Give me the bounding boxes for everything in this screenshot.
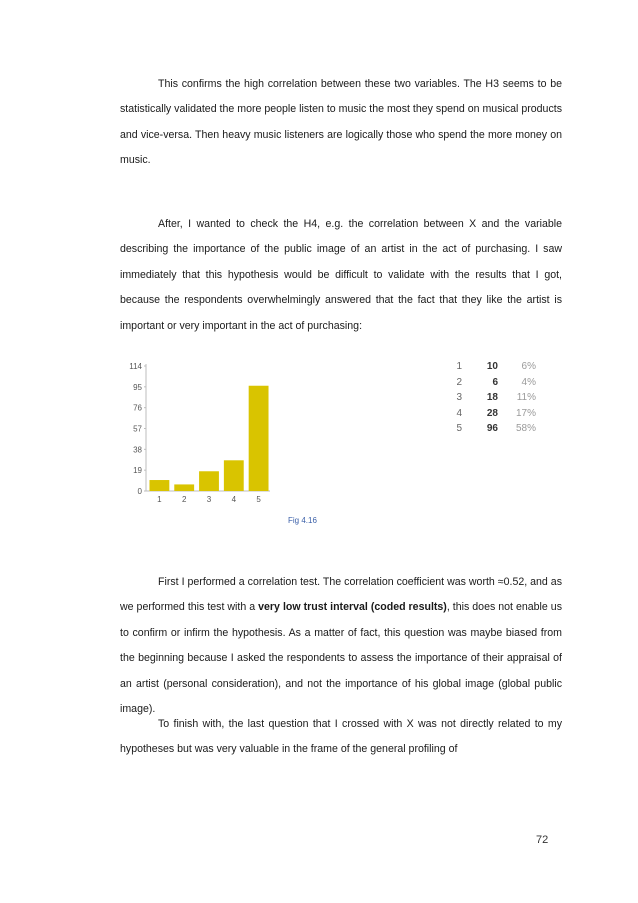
legend-percentage: 6% <box>521 361 536 373</box>
x-tick-label: 1 <box>157 495 162 504</box>
y-tick-label: 57 <box>133 424 142 434</box>
legend-percentage: 58% <box>515 423 536 435</box>
legend-count: 18 <box>486 392 498 404</box>
paragraph-text: After, I wanted to check the H4, e.g. the correlation between X and the variable describing the importance of the public image of an artist in the act of purchasing. I saw immediately that this hypothesis would be difficult to validate with the results that I got, because the respondents overwhelmingly answered that the fact that they like the artist is important or very important in the act of purchasing: <box>120 218 562 332</box>
paragraph-text: To finish with, the last question that I crossed with X was not directly related to my hypotheses but was very valuable in the frame of the general profiling of <box>120 718 562 756</box>
bold-phrase: very low trust interval (coded results) <box>258 601 447 614</box>
legend-row <box>450 359 536 375</box>
x-tick-label: 2 <box>181 495 187 504</box>
legend-count: 10 <box>486 361 498 373</box>
legend-row <box>450 375 536 391</box>
bar <box>249 386 269 491</box>
legend-percentage: 11% <box>516 392 536 404</box>
legend-row <box>450 421 536 437</box>
paragraph-h4-check <box>120 212 562 339</box>
y-tick-label: 95 <box>133 382 142 392</box>
legend-category: 1 <box>456 361 462 373</box>
legend-percentage: 4% <box>521 376 536 388</box>
legend-category: 4 <box>456 407 462 419</box>
legend-category: 3 <box>456 392 462 404</box>
y-tick-label: 38 <box>133 445 142 455</box>
paragraph-correlation-confirmation <box>120 72 562 174</box>
paragraph-text: , this does not enable us to confirm or infirm the hypothesis. As a matter of fact, this question was maybe biased from the beginning because I asked the respondents to assess the importance of their appraisal of an artist (personal consideration), and not the importance of his global image (global public image). <box>120 601 562 716</box>
y-tick-label: 114 <box>129 362 142 371</box>
chart-legend-table <box>450 359 536 437</box>
paragraph-final-question <box>120 712 562 763</box>
y-tick-label: 19 <box>133 466 142 476</box>
x-tick-label: 3 <box>206 495 212 504</box>
legend-row <box>450 406 536 422</box>
paragraph-text: First I performed a correlation test. The correlation coefficient was worth ≈0.52, and as we performed this test with a <box>120 576 562 614</box>
legend-percentage: 17% <box>515 407 536 419</box>
y-tick-label: 0 <box>137 487 142 496</box>
paragraph-text: This confirms the high correlation between these two variables. The H3 seems to be statistically validated the more people listen to music the most they spend on musical products and vice-versa. Then heavy music listeners are logically those who spend the more money on music. <box>120 78 562 167</box>
bar-chart <box>118 356 278 506</box>
page-number: 72 <box>536 834 549 846</box>
bar <box>174 484 194 491</box>
legend-count: 96 <box>486 423 498 435</box>
paragraph-correlation-test <box>120 570 562 722</box>
legend-row <box>450 390 536 406</box>
bar <box>224 460 244 491</box>
y-tick-label: 76 <box>133 403 142 413</box>
figure-caption: Fig 4.16 <box>288 516 317 525</box>
x-tick-label: 4 <box>231 495 237 504</box>
legend-count: 6 <box>492 376 498 388</box>
bar <box>199 471 219 491</box>
legend-category: 5 <box>456 423 462 435</box>
legend-category: 2 <box>456 376 462 388</box>
bar <box>149 480 169 491</box>
x-tick-label: 5 <box>256 495 261 504</box>
legend-count: 28 <box>486 407 498 419</box>
